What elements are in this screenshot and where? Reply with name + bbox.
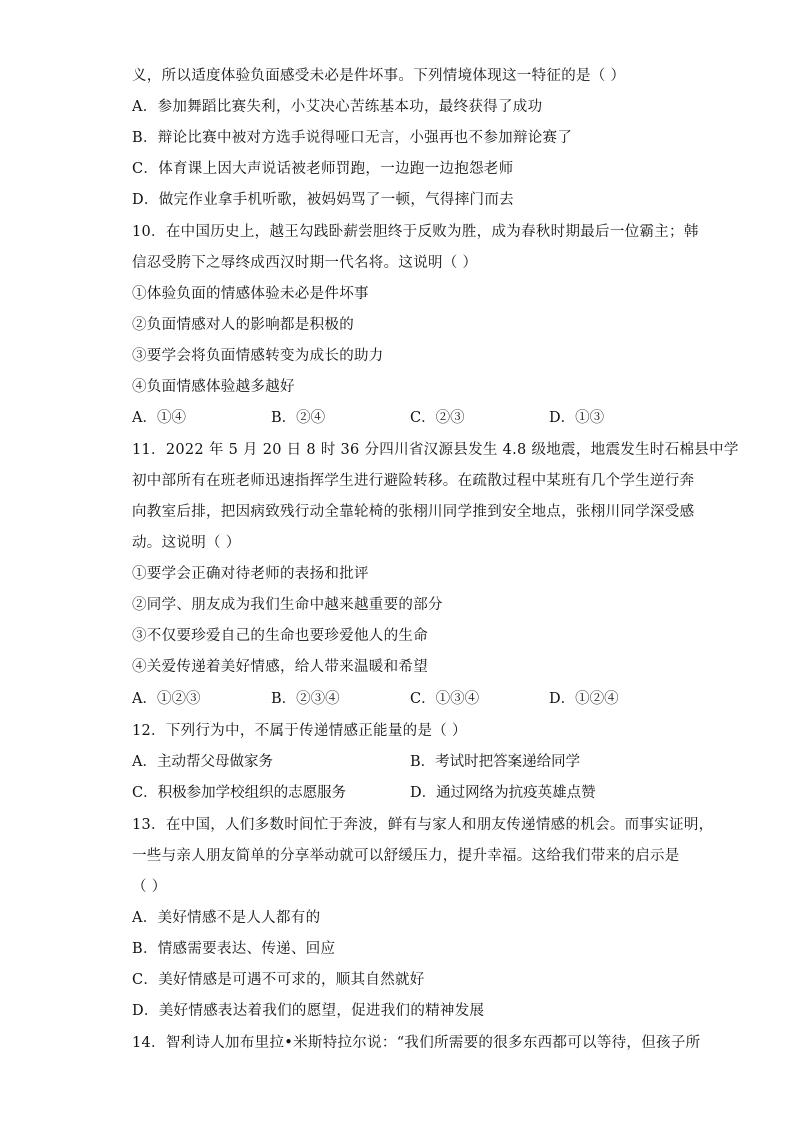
q10-statement-2: ②负面情感对人的影响都是积极的 [132,317,354,333]
q12-options-row-1 [132,752,692,772]
q10-options [132,408,672,428]
q10-statement-1: ①体验负面的情感体验未必是件坏事 [132,286,369,302]
q12-stem: 12．下列行为中，不属于传递情感正能量的是（ ） [132,723,467,739]
q11-options [132,689,672,709]
q11-statement-3: ③不仅要珍爱自己的生命也要珍爱他人的生命 [132,628,428,644]
q10-option-d: D．①③ [549,410,605,426]
q11-stem-line-3: 向教室后排，把因病致残行动全靠轮椅的张栩川同学推到安全地点，张栩川同学深受感 [132,504,695,520]
q11-option-b: B．②③④ [271,691,340,707]
q12-option-b: B．考试时把答案递给同学 [410,754,581,770]
q13-option-a: A．美好情感不是人人都有的 [132,910,321,926]
q13-option-c: C．美好情感是可遇不可求的，顺其自然就好 [132,972,425,988]
q14-stem-line-1: 14．智利诗人加布里拉•米斯特拉尔说：“我们所需要的很多东西都可以等待，但孩子所 [132,1035,701,1051]
q13-option-d: D．美好情感表达着我们的愿望，促进我们的精神发展 [132,1003,485,1019]
q10-stem-line-1: 10．在中国历史上，越王勾践卧薪尝胆终于反败为胜，成为春秋时期最后一位霸主；韩 [132,224,699,240]
q10-statement-4: ④负面情感体验越多越好 [132,379,295,395]
q11-stem-line-1: 11．2022 年 5 月 20 日 8 时 36 分四川省汉源县发生 4.8 级地震，地震发生时石棉县中学 [132,442,739,458]
q9-option-d: D．做完作业拿手机听歌，被妈妈骂了一顿，气得摔门而去 [132,192,514,208]
q11-stem-line-4: 动。这说明（ ） [132,535,241,551]
q12-options-row-2 [132,783,692,803]
q13-stem-line-3: （ ） [132,879,167,895]
q9-option-c: C．体育课上因大声说话被老师罚跑，一边跑一边抱怨老师 [132,161,514,177]
q11-option-d: D．①②④ [549,691,619,707]
q13-stem-line-2: 一些与亲人朋友简单的分享举动就可以舒缓压力，提升幸福。这给我们带来的启示是 [132,848,680,864]
q11-statement-2: ②同学、朋友成为我们生命中越来越重要的部分 [132,597,443,613]
q11-option-a: A．①②③ [132,691,201,707]
q9-stem-tail: 义，所以适度体验负面感受未必是件坏事。下列情境体现这一特征的是（ ） [132,68,626,84]
q13-stem-line-1: 13．在中国，人们多数时间忙于奔波，鲜有与家人和朋友传递情感的机会。而事实证明， [132,817,714,833]
q13-option-b: B．情感需要表达、传递、回应 [132,941,336,957]
q11-statement-4: ④关爱传递着美好情感，给人带来温暖和希望 [132,659,428,675]
q9-option-b: B．辩论比赛中被对方选手说得哑口无言，小强再也不参加辩论赛了 [132,130,573,146]
q9-option-a: A．参加舞蹈比赛失利，小艾决心苦练基本功，最终获得了成功 [132,99,543,115]
q10-statement-3: ③要学会将负面情感转变为成长的助力 [132,348,384,364]
q11-stem-line-2: 初中部所有在班老师迅速指挥学生进行避险转移。在疏散过程中某班有几个学生逆行奔 [132,473,695,489]
q11-option-c: C．①③④ [410,691,480,707]
q12-option-c: C．积极参加学校组织的志愿服务 [132,785,347,801]
q12-option-a: A．主动帮父母做家务 [132,754,273,770]
q10-option-b: B．②④ [271,410,326,426]
q10-option-c: C．②③ [410,410,465,426]
q11-statement-1: ①要学会正确对待老师的表扬和批评 [132,566,369,582]
q10-stem-line-2: 信忍受胯下之辱终成西汉时期一代名将。这说明（ ） [132,255,478,271]
q12-option-d: D．通过网络为抗疫英雄点赞 [410,785,596,801]
q10-option-a: A．①④ [132,410,186,426]
